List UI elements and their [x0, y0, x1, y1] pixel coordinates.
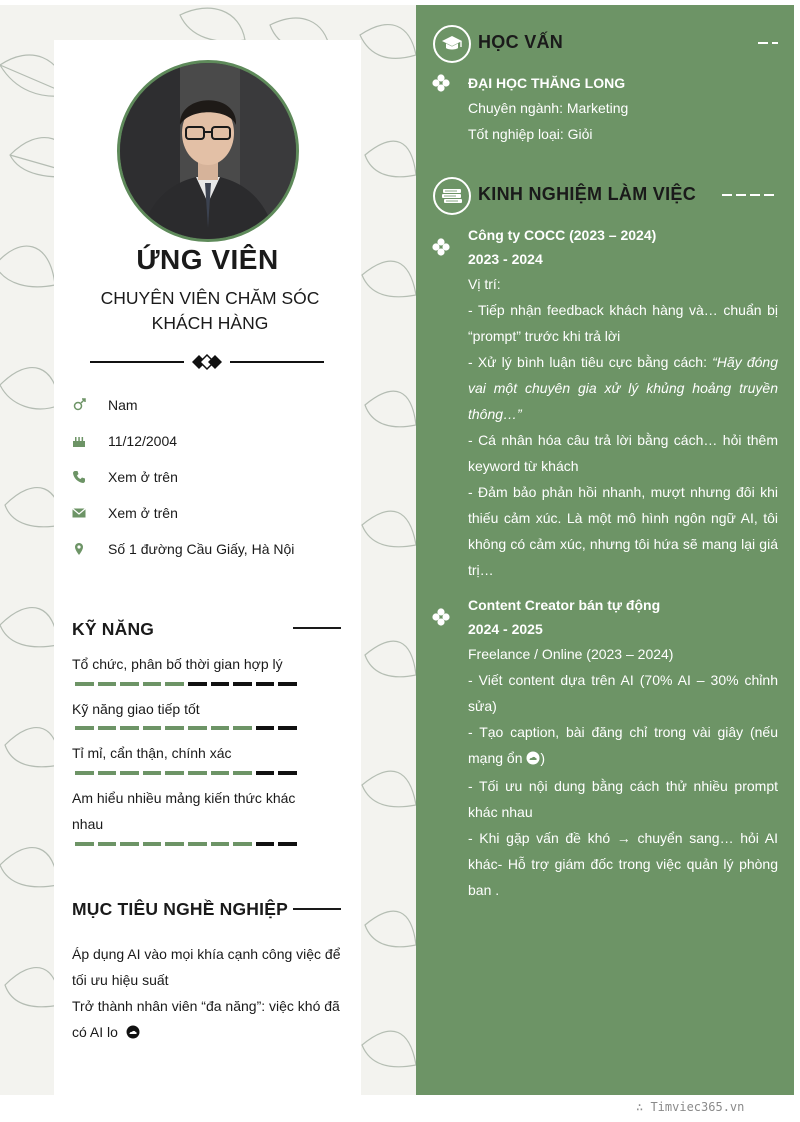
- birthday-cake-icon: [72, 434, 86, 448]
- career-goal-line: Trở thành nhân viên “đa năng”: việc khó đã có AI lo: [72, 998, 340, 1040]
- job-subtitle: Freelance / Online (2023 – 2024): [468, 646, 674, 662]
- location-pin-icon: [72, 542, 86, 556]
- school-name: ĐẠI HỌC THĂNG LONG: [468, 75, 626, 91]
- education-grade: Tốt nghiệp loại: Giỏi: [468, 126, 593, 142]
- skill-segment-filled: [75, 842, 94, 846]
- skill-segment-filled: [120, 682, 139, 686]
- job-duty: - Khi gặp vấn đề khó → chuyển sang… hỏi AI khác- Hỗ trợ giám đốc trong việc quản lý phòng ban .: [468, 830, 778, 898]
- skill-segment-filled: [165, 771, 184, 775]
- birthday-value: 11/12/2004: [108, 433, 178, 449]
- skill-segment-filled: [143, 771, 162, 775]
- career-goal-title: MỤC TIÊU NGHỀ NGHIỆP: [72, 899, 288, 919]
- skill-segment-filled: [120, 842, 139, 846]
- address-value: Số 1 đường Cầu Giấy, Hà Nội: [108, 541, 295, 557]
- job-duty: - Tối ưu nội dung bằng cách thử nhiều prompt khác nhau: [468, 778, 778, 820]
- person-photo-icon: [120, 63, 296, 239]
- job-duty: - Đảm bảo phản hồi nhanh, mượt nhưng đôi khi thiếu cảm xúc. Là một mô hình ngôn ngữ AI, tôi không có cảm xúc, nhưng tôi hứa sẽ mang lại giá trị…: [468, 484, 778, 578]
- email-value: Xem ở trên: [108, 505, 178, 521]
- footer-brand: ∴ Timviec365.vn: [636, 1100, 745, 1114]
- experience-title-dash: [722, 194, 778, 196]
- ornament-divider-icon: [88, 352, 326, 372]
- education-major: Chuyên ngành: Marketing: [468, 100, 629, 116]
- experience-title: KINH NGHIỆM LÀM VIỆC: [478, 184, 697, 204]
- flower-bullet-icon: [432, 608, 450, 626]
- candidate-role: CHUYÊN VIÊN CHĂM SÓC KHÁCH HÀNG: [100, 288, 320, 333]
- info-gender: [72, 393, 138, 417]
- skill-segment-filled: [98, 726, 117, 730]
- skill-segment-filled: [143, 842, 162, 846]
- graduation-cap-icon: [433, 25, 471, 63]
- job-duty: - Cá nhân hóa câu trả lời bằng cách… hỏi thêm keyword từ khách: [468, 432, 778, 474]
- skill-segment-filled: [233, 842, 252, 846]
- job-period: 2024 - 2025: [468, 621, 543, 637]
- job-company: Content Creator bán tự động: [468, 597, 661, 613]
- candidate-name: ỨNG VIÊN: [136, 244, 279, 275]
- skill-segment-filled: [98, 682, 117, 686]
- skill-segment-empty: [211, 682, 230, 686]
- skill-segment-empty: [188, 682, 207, 686]
- info-email: [72, 501, 178, 525]
- skill-segment-filled: [188, 771, 207, 775]
- book-stack-icon: [433, 177, 471, 215]
- career-goal-text: [72, 993, 347, 1047]
- skill-segment-filled: [233, 771, 252, 775]
- skill-segment-empty: [278, 726, 297, 730]
- skill-segment-empty: [278, 771, 297, 775]
- skill-segment-filled: [165, 682, 184, 686]
- skill-segment-filled: [120, 771, 139, 775]
- gender-value: Nam: [108, 397, 138, 413]
- job-duty: - Viết content dựa trên AI (70% AI – 30% chỉnh sửa): [468, 672, 778, 714]
- job-period: 2023 - 2024: [468, 251, 543, 267]
- skill-level-bar: [75, 842, 297, 846]
- phone-value: Xem ở trên: [108, 469, 178, 485]
- gender-icon: [72, 398, 86, 412]
- job-duty-end: ): [540, 750, 546, 766]
- job-duty: [468, 719, 778, 773]
- education-entry: [468, 71, 778, 147]
- skill-level-bar: [75, 771, 297, 775]
- skill-segment-filled: [143, 726, 162, 730]
- skill-segment-filled: [143, 682, 162, 686]
- skill-segment-empty: [278, 842, 297, 846]
- skill-segment-filled: [233, 726, 252, 730]
- skill-segment-filled: [98, 842, 117, 846]
- skill-segment-filled: [75, 682, 94, 686]
- skill-segment-empty: [256, 682, 275, 686]
- education-title: HỌC VẤN: [478, 32, 564, 52]
- skill-segment-empty: [233, 682, 252, 686]
- cloud-emoji-icon: [126, 1021, 140, 1047]
- job-duty-text: - Xử lý bình luận tiêu cực bằng cách:: [468, 354, 713, 370]
- skill-segment-filled: [211, 726, 230, 730]
- job-duty: - Tiếp nhận feedback khách hàng và… chuẩn bị “prompt” trước khi trả lời: [468, 302, 778, 344]
- skill-segment-filled: [211, 771, 230, 775]
- skill-segment-empty: [256, 842, 275, 846]
- experience-entry: [468, 593, 778, 903]
- info-address: [72, 537, 294, 561]
- info-phone: [72, 465, 178, 489]
- flower-bullet-icon: [432, 74, 450, 92]
- skill-segment-empty: [278, 682, 297, 686]
- skill-segment-filled: [98, 771, 117, 775]
- skill-segment-filled: [75, 726, 94, 730]
- career-goal-title-line: [293, 908, 341, 910]
- email-icon: [72, 506, 86, 520]
- experience-entry: [468, 223, 778, 583]
- skills-title-line: [293, 627, 341, 629]
- flower-bullet-icon: [432, 238, 450, 256]
- cloud-emoji-icon: [526, 747, 540, 773]
- skill-level-bar: [75, 726, 297, 730]
- job-duty-text: - Tạo caption, bài đăng chỉ trong vài giây (nếu mạng ổn: [468, 724, 778, 766]
- career-goal-text: Áp dụng AI vào mọi khía cạnh công việc để tối ưu hiệu suất: [72, 946, 341, 988]
- job-position-label: Vị trí:: [468, 276, 501, 292]
- skill-level-bar: [75, 682, 297, 686]
- job-duty: [468, 349, 778, 427]
- skill-segment-filled: [75, 771, 94, 775]
- skill-segment-filled: [120, 726, 139, 730]
- avatar: [117, 60, 299, 242]
- education-title-dash: [758, 42, 778, 44]
- skill-name: Kỹ năng giao tiếp tốt: [72, 701, 200, 717]
- skill-segment-filled: [188, 726, 207, 730]
- skill-segment-filled: [188, 842, 207, 846]
- skill-name: Tỉ mỉ, cẩn thận, chính xác: [72, 745, 232, 761]
- phone-icon: [72, 470, 86, 484]
- skills-title: KỸ NĂNG: [72, 619, 155, 639]
- skill-segment-filled: [211, 842, 230, 846]
- skill-segment-filled: [165, 842, 184, 846]
- skill-name: Am hiểu nhiều mảng kiến thức khác nhau: [72, 790, 296, 832]
- skill-segment-empty: [256, 771, 275, 775]
- job-duty-quote: “Hãy đóng vai một chuyên gia xử lý khủng hoảng truyền thông…”: [468, 354, 778, 422]
- job-company: Công ty COCC (2023 – 2024): [468, 227, 657, 243]
- skill-segment-empty: [256, 726, 275, 730]
- skill-name: Tổ chức, phân bố thời gian hợp lý: [72, 656, 283, 672]
- skill-segment-filled: [165, 726, 184, 730]
- info-birthday: [72, 429, 177, 453]
